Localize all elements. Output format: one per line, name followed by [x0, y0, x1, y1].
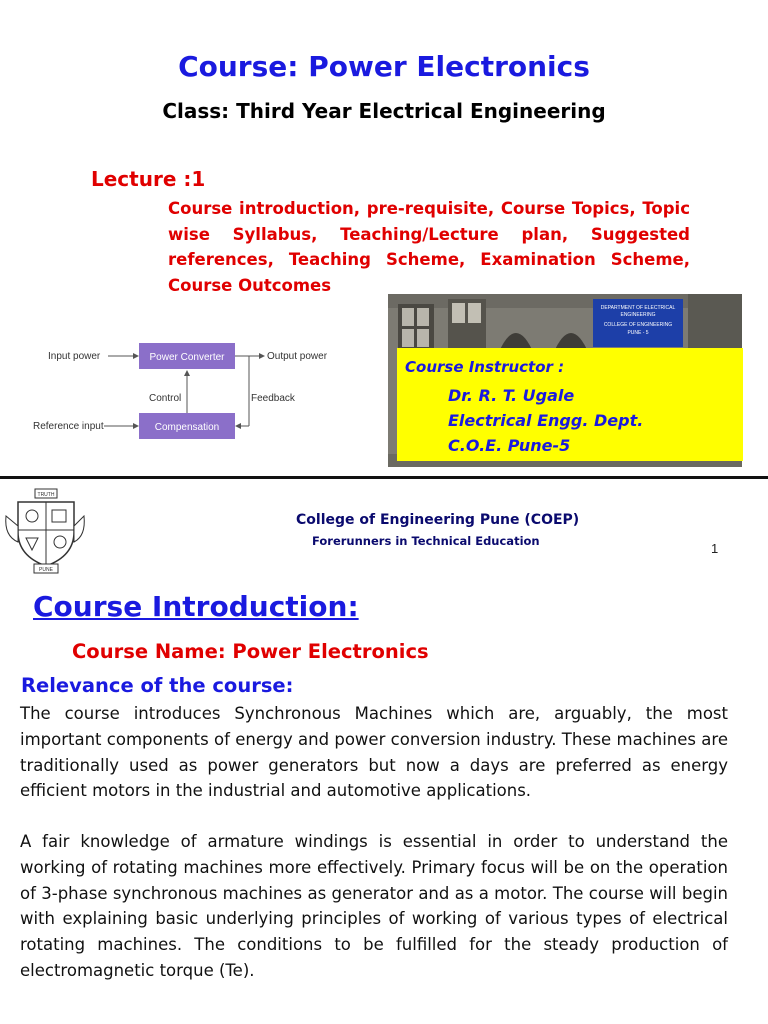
class-line: Class: Third Year Electrical Engineering — [162, 99, 606, 123]
output-power-label: Output power — [267, 351, 328, 362]
page-number: 1 — [711, 541, 719, 556]
relevance-heading: Relevance of the course: — [21, 674, 294, 697]
input-power-label: Input power — [48, 351, 101, 362]
lecture-label: Lecture :1 — [91, 167, 206, 191]
photo-sign-line2: ENGINEERING — [620, 312, 656, 318]
power-converter-block-diagram — [28, 334, 348, 444]
photo-sign-line3: COLLEGE OF ENGINEERING — [603, 322, 673, 328]
lecture-topics: Course introduction, pre-requisite, Course Topics, Topic wise Syllabus, Teaching/Lecture plan, Suggested references, Teaching Scheme, Examination Scheme, Course Outcomes — [168, 199, 690, 295]
instructor-heading: Course Instructor : — [405, 358, 565, 376]
college-motto: Forerunners in Technical Education — [312, 534, 540, 548]
feedback-label: Feedback — [251, 393, 295, 404]
control-label: Control — [149, 393, 182, 404]
logo-text-bottom: PUNE — [39, 567, 53, 573]
compensation-label: Compensation — [154, 422, 220, 433]
instructor-college: C.O.E. Pune-5 — [448, 436, 571, 455]
slide-divider — [0, 476, 768, 479]
relevance-paragraph-2: A fair knowledge of armature windings is essential in order to understand the working of rotating machines more effectively. Primary focus will be on the operation of 3-phase synchronous machines as generator and as a motor. The course will begin with explaining basic underlying principles of working of various types of electrical rotating machines. The conditions to be fulfilled for the steady production of electromagnetic torque (Te). — [20, 832, 728, 980]
photo-sign-line1: DEPARTMENT OF ELECTRICAL — [600, 305, 676, 311]
relevance-paragraph-1: The course introduces Synchronous Machines which are, arguably, the most important components of energy and power conversion industry. These machines are traditionally used as power generators but now a days are preferred as energy efficient motors in the industrial and automotive applications. — [20, 704, 728, 801]
course-title: Course: Power Electronics — [178, 50, 590, 83]
course-instructor-box — [397, 348, 743, 461]
instructor-name: Dr. R. T. Ugale — [448, 386, 575, 405]
instructor-department: Electrical Engg. Dept. — [448, 411, 644, 430]
reference-input-label: Reference input — [33, 421, 104, 432]
power-converter-label: Power Converter — [149, 352, 225, 363]
course-name: Course Name: Power Electronics — [72, 640, 429, 663]
coep-logo — [0, 486, 90, 576]
logo-text-top: TRUTH — [37, 492, 55, 498]
slide-1 — [0, 0, 768, 476]
college-name: College of Engineering Pune (COEP) — [296, 512, 580, 528]
photo-sign-line4: PUNE - 5 — [627, 330, 649, 336]
section-heading: Course Introduction: — [33, 590, 359, 623]
